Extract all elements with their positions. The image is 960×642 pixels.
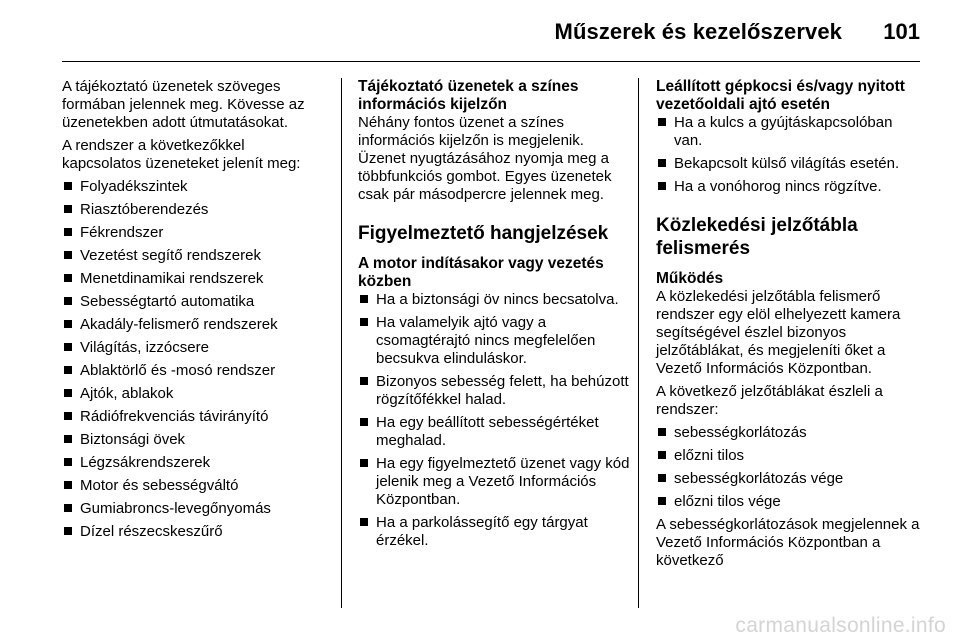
bullet-icon [64,412,72,420]
page-number: 101 [883,19,920,44]
bullet-icon [64,481,72,489]
section-heading: Leállított gépkocsi és/vagy nyitott vezetőoldali ajtó esetén [656,78,905,113]
list-item: Bekapcsolt külső világítás esetén. [656,155,922,173]
bullet-icon [64,182,72,190]
bullet-icon [360,377,368,385]
bullet-icon [64,205,72,213]
bullet-icon [360,459,368,467]
section-title: Figyelmeztető hangjelzések [358,223,609,244]
bullet-icon [64,343,72,351]
paragraph: A tájékoztató üzenetek szöveges formában jelennek meg. Kövesse az üzenetekben adott útmutatásokat. [62,78,305,131]
bullet-icon [360,518,368,526]
list-item: Világítás, izzócsere [62,339,326,357]
bullet-icon [64,504,72,512]
bullet-icon [658,118,666,126]
header-divider [62,61,920,62]
list-item: Akadály-felismerő rendszerek [62,316,326,334]
column-3 [656,78,922,575]
section-title: Közlekedési jelzőtábla felismerés [656,215,858,259]
list-item: előzni tilos [656,447,922,465]
list-item: Ha a parkolássegítő egy tárgyat érzékel. [358,514,630,550]
bullet-icon [64,274,72,282]
paragraph: A rendszer a következőkkel kapcsolatos üzeneteket jelenít meg: [62,137,301,172]
list-item: Folyadékszintek [62,178,326,196]
section-heading: Tájékoztató üzenetek a színes információs kijelzőn [358,78,579,113]
list-item: Vezetést segítő rendszerek [62,247,326,265]
bullet-icon [64,366,72,374]
list-item: Biztonsági övek [62,431,326,449]
bullet-icon [360,295,368,303]
bullet-icon [64,389,72,397]
list-item: Gumiabroncs-levegőnyomás [62,500,326,518]
bullet-icon [64,320,72,328]
bullet-icon [64,251,72,259]
page-header [0,0,960,62]
bullet-icon [64,435,72,443]
parked-warning-list [656,114,922,196]
list-item: Ha egy figyelmeztető üzenet vagy kód jelenik meg a Vezető Információs Központban. [358,455,630,509]
paragraph: A sebességkorlátozások megjelennek a Vezető Információs Központban a következő [656,516,920,569]
list-item: Menetdinamikai rendszerek [62,270,326,288]
watermark: carmanualsonline.info [735,614,946,637]
bullet-icon [64,297,72,305]
subsection-heading: Működés [656,270,724,287]
subsection-heading: A motor indításakor vagy vezetés közben [358,255,604,290]
bullet-icon [658,451,666,459]
list-item: Fékrendszer [62,224,326,242]
paragraph: A közlekedési jelzőtábla felismerő rendszer egy elöl elhelyezett kamera segítségével észlel bizonyos jelzőtáblákat, és megjeleníti őket a Vezető Információs Központban. [656,288,901,377]
column-divider-1 [341,78,342,608]
list-item: Rádiófrekvenciás távirányító [62,408,326,426]
list-item: sebességkorlátozás vége [656,470,922,488]
list-item: Légzsákrendszerek [62,454,326,472]
column-1 [62,78,326,546]
list-item: Ha a kulcs a gyújtáskapcsolóban van. [656,114,922,150]
message-category-list [62,178,326,541]
list-item: sebességkorlátozás [656,424,922,442]
list-item: Riasztóberendezés [62,201,326,219]
list-item: Ha egy beállított sebességértéket meghalad. [358,414,630,450]
page-title: Műszerek és kezelőszervek [554,19,842,44]
warning-chime-list [358,291,630,550]
bullet-icon [64,458,72,466]
bullet-icon [658,497,666,505]
paragraph: Néhány fontos üzenet a színes információs kijelzőn is megjelenik. Üzenet nyugtázásához nyomja meg a többfunkciós gombot. Egyes üzenetek csak pár másodpercre jelennek meg. [358,114,612,203]
list-item: Bizonyos sebesség felett, ha behúzott rögzítőfékkel halad. [358,373,630,409]
paragraph: A következő jelzőtáblákat észleli a rendszer: [656,383,883,418]
bullet-icon [658,182,666,190]
list-item: Ha valamelyik ajtó vagy a csomagtérajtó nincs megfelelően becsukva elinduláskor. [358,314,630,368]
bullet-icon [658,474,666,482]
list-item: Dízel részecskeszűrő [62,523,326,541]
column-2 [358,78,630,555]
bullet-icon [658,428,666,436]
list-item: Ha a biztonsági öv nincs becsatolva. [358,291,630,309]
list-item: Motor és sebességváltó [62,477,326,495]
list-item: előzni tilos vége [656,493,922,511]
bullet-icon [360,418,368,426]
list-item: Sebességtartó automatika [62,293,326,311]
column-divider-2 [638,78,639,608]
bullet-icon [658,159,666,167]
bullet-icon [64,228,72,236]
bullet-icon [64,527,72,535]
detected-signs-list [656,424,922,511]
list-item: Ha a vonóhorog nincs rögzítve. [656,178,922,196]
bullet-icon [360,318,368,326]
list-item: Ablaktörlő és -mosó rendszer [62,362,326,380]
list-item: Ajtók, ablakok [62,385,326,403]
